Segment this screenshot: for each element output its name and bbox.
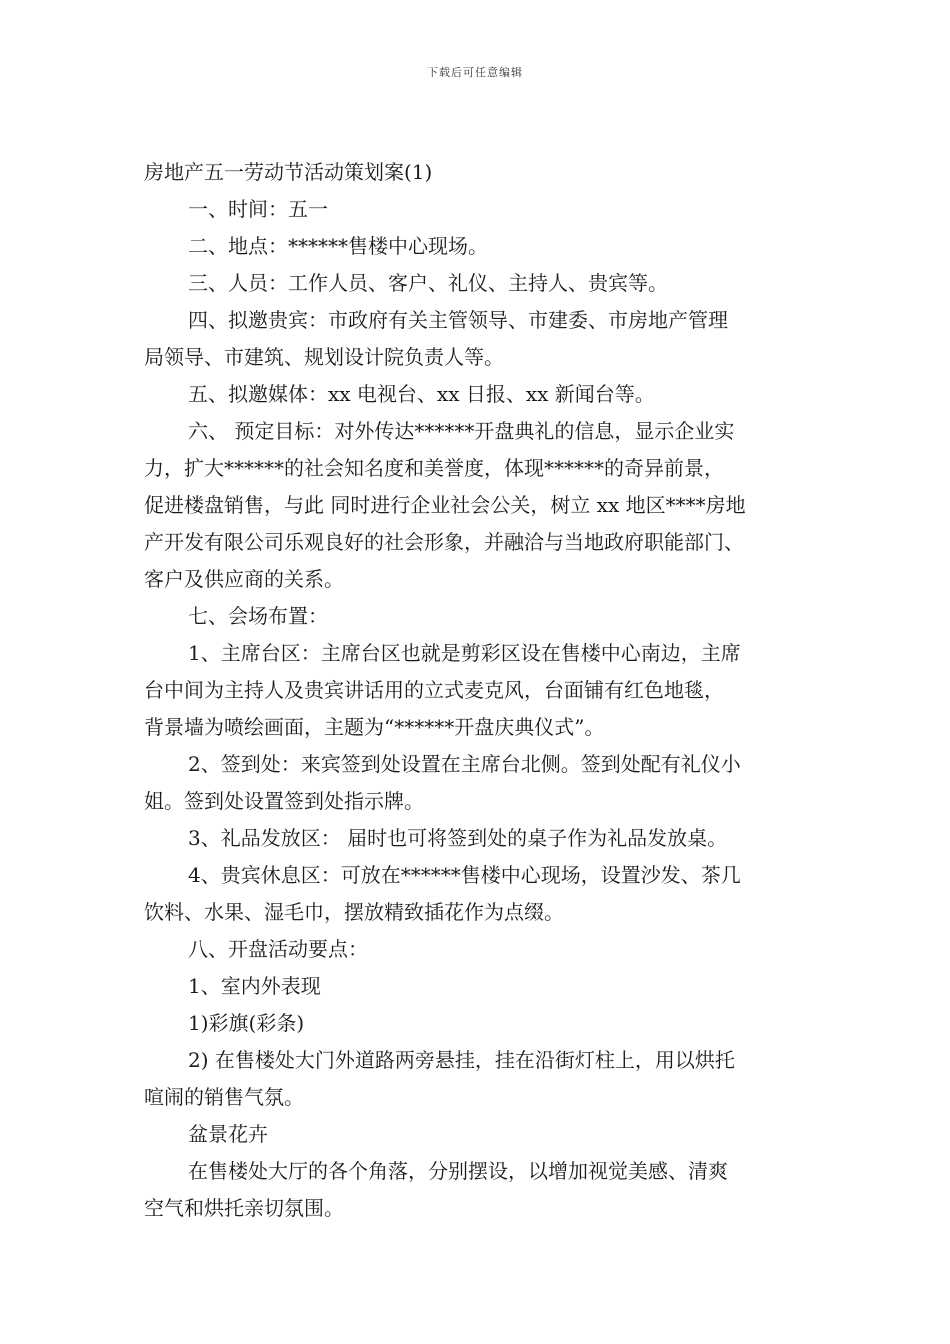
text-line: 喧闹的销售气氛。 <box>144 1085 304 1109</box>
text-line: 饮料、水果、湿毛巾，摆放精致插花作为点缀。 <box>144 900 564 924</box>
text-line: 促进楼盘销售，与此 同时进行企业社会公关，树立 xx 地区****房地 <box>144 493 746 517</box>
text-line: 五、拟邀媒体：xx 电视台、xx 日报、xx 新闻台等。 <box>188 382 655 406</box>
text-line: 2) 在售楼处大门外道路两旁悬挂，挂在沿街灯柱上，用以烘托 <box>188 1048 735 1072</box>
text-line: 1、室内外表现 <box>188 974 321 998</box>
document-body <box>144 154 814 1227</box>
text-line: 七、会场布置： <box>188 604 328 628</box>
text-line: 产开发有限公司乐观良好的社会形象，并融洽与当地政府职能部门、 <box>144 530 744 554</box>
text-line: 1、主席台区：主席台区也就是剪彩区设在售楼中心南边，主席 <box>188 641 741 665</box>
text-line: 台中间为主持人及贵宾讲话用的立式麦克风，台面铺有红色地毯， <box>144 678 724 702</box>
text-line: 三、人员：工作人员、客户、礼仪、主持人、贵宾等。 <box>188 271 668 295</box>
text-line: 4、贵宾休息区：可放在******售楼中心现场，设置沙发、茶几 <box>188 863 741 887</box>
document-title: 房地产五一劳动节活动策划案(1) <box>144 160 433 184</box>
text-line: 八、开盘活动要点： <box>188 937 368 961</box>
text-line: 在售楼处大厅的各个角落，分别摆设，以增加视觉美感、清爽 <box>188 1159 728 1183</box>
text-line: 盆景花卉 <box>188 1122 268 1146</box>
text-line: 局领导、市建筑、规划设计院负责人等。 <box>144 345 504 369</box>
text-line: 2、签到处：来宾签到处设置在主席台北侧。签到处配有礼仪小 <box>188 752 741 776</box>
header-note: 下载后可任意编辑 <box>427 66 523 79</box>
text-line: 1)彩旗(彩条) <box>188 1011 305 1035</box>
text-line: 空气和烘托亲切氛围。 <box>144 1196 344 1220</box>
text-line: 力，扩大******的社会知名度和美誉度，体现******的奇异前景， <box>144 456 724 480</box>
text-line: 3、礼品发放区： 届时也可将签到处的桌子作为礼品发放桌。 <box>188 826 728 850</box>
text-line: 四、拟邀贵宾：市政府有关主管领导、市建委、市房地产管理 <box>188 308 728 332</box>
text-line: 背景墙为喷绘画面，主题为“******开盘庆典仪式”。 <box>144 715 605 739</box>
text-line: 二、地点：******售楼中心现场。 <box>188 234 488 258</box>
text-line: 客户及供应商的关系。 <box>144 567 344 591</box>
text-line: 六、 预定目标：对外传达******开盘典礼的信息，显示企业实 <box>188 419 735 443</box>
text-line: 姐。签到处设置签到处指示牌。 <box>144 789 424 813</box>
text-line: 一、时间：五一 <box>188 197 328 221</box>
paragraph-lines <box>144 191 814 1227</box>
